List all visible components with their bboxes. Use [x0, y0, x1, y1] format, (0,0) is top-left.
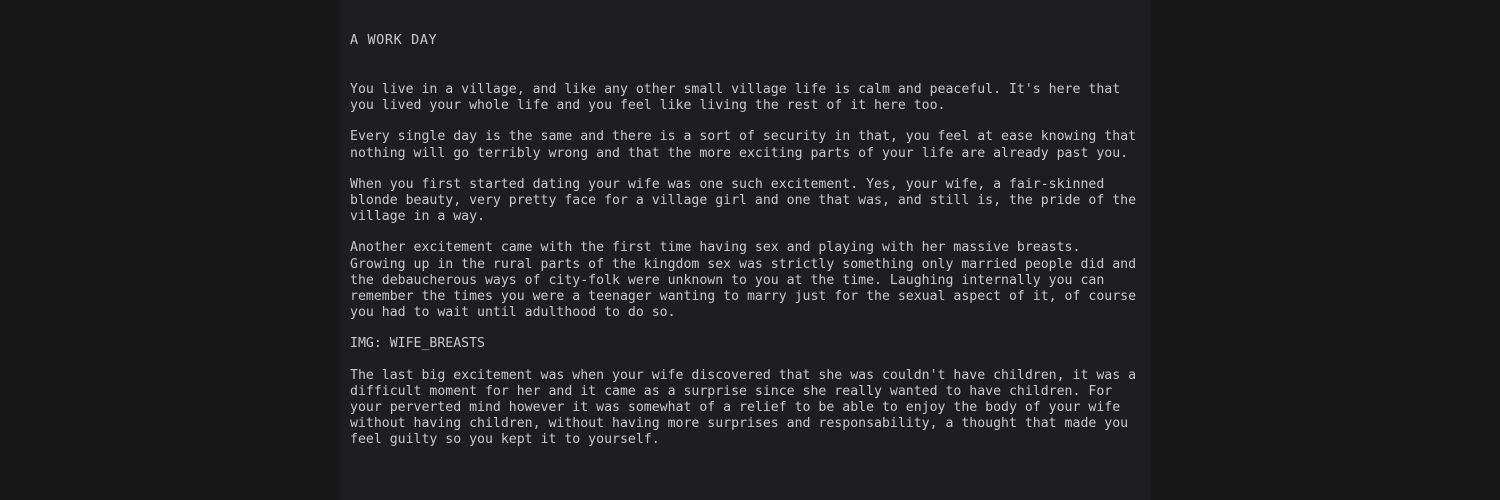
story-paragraph: Another excitement came with the first time having sex and playing with her massive breasts. Growing up in the rural parts of the kingdom sex was strictly something only married people did and the debaucherous ways of city-folk were unknown to you at the time. Laughing internally you can remember the times you were a teenager wanting to marry just for the sexual aspect of it, of course you had to wait until adulthood to do so. [350, 240, 1144, 321]
story-paragraph: Every single day is the same and there is a sort of security in that, you feel at ease knowing that nothing will go terribly wrong and that the more exciting parts of your life are already past you. [350, 129, 1144, 161]
story-paragraph: When you first started dating your wife was one such excitement. Yes, your wife, a fair-skinned blonde beauty, very pretty face for a village girl and one that was, and still is, the pride of the village in a way. [350, 176, 1144, 225]
story-paragraph: You live in a village, and like any other small village life is calm and peaceful. It's here that you lived your whole life and you feel like living the rest of it here too. [350, 82, 1129, 114]
image-placeholder-tag: IMG: WIFE_BREASTS [350, 336, 485, 352]
story-paragraph: The last big excitement was when your wife discovered that she was couldn't have children, it was a difficult moment for her and it came as a surprise since she really wanted to have children. For your perverted mind however it was somewhat of a relief to be able to enjoy the body of your wife without having children, without having more surprises and responsability, a thought that made you feel guilty so you kept it to yourself. [350, 367, 1144, 448]
story-column [340, 0, 1150, 500]
story-content [340, 0, 1150, 459]
page-title: A WORK DAY [350, 32, 438, 48]
